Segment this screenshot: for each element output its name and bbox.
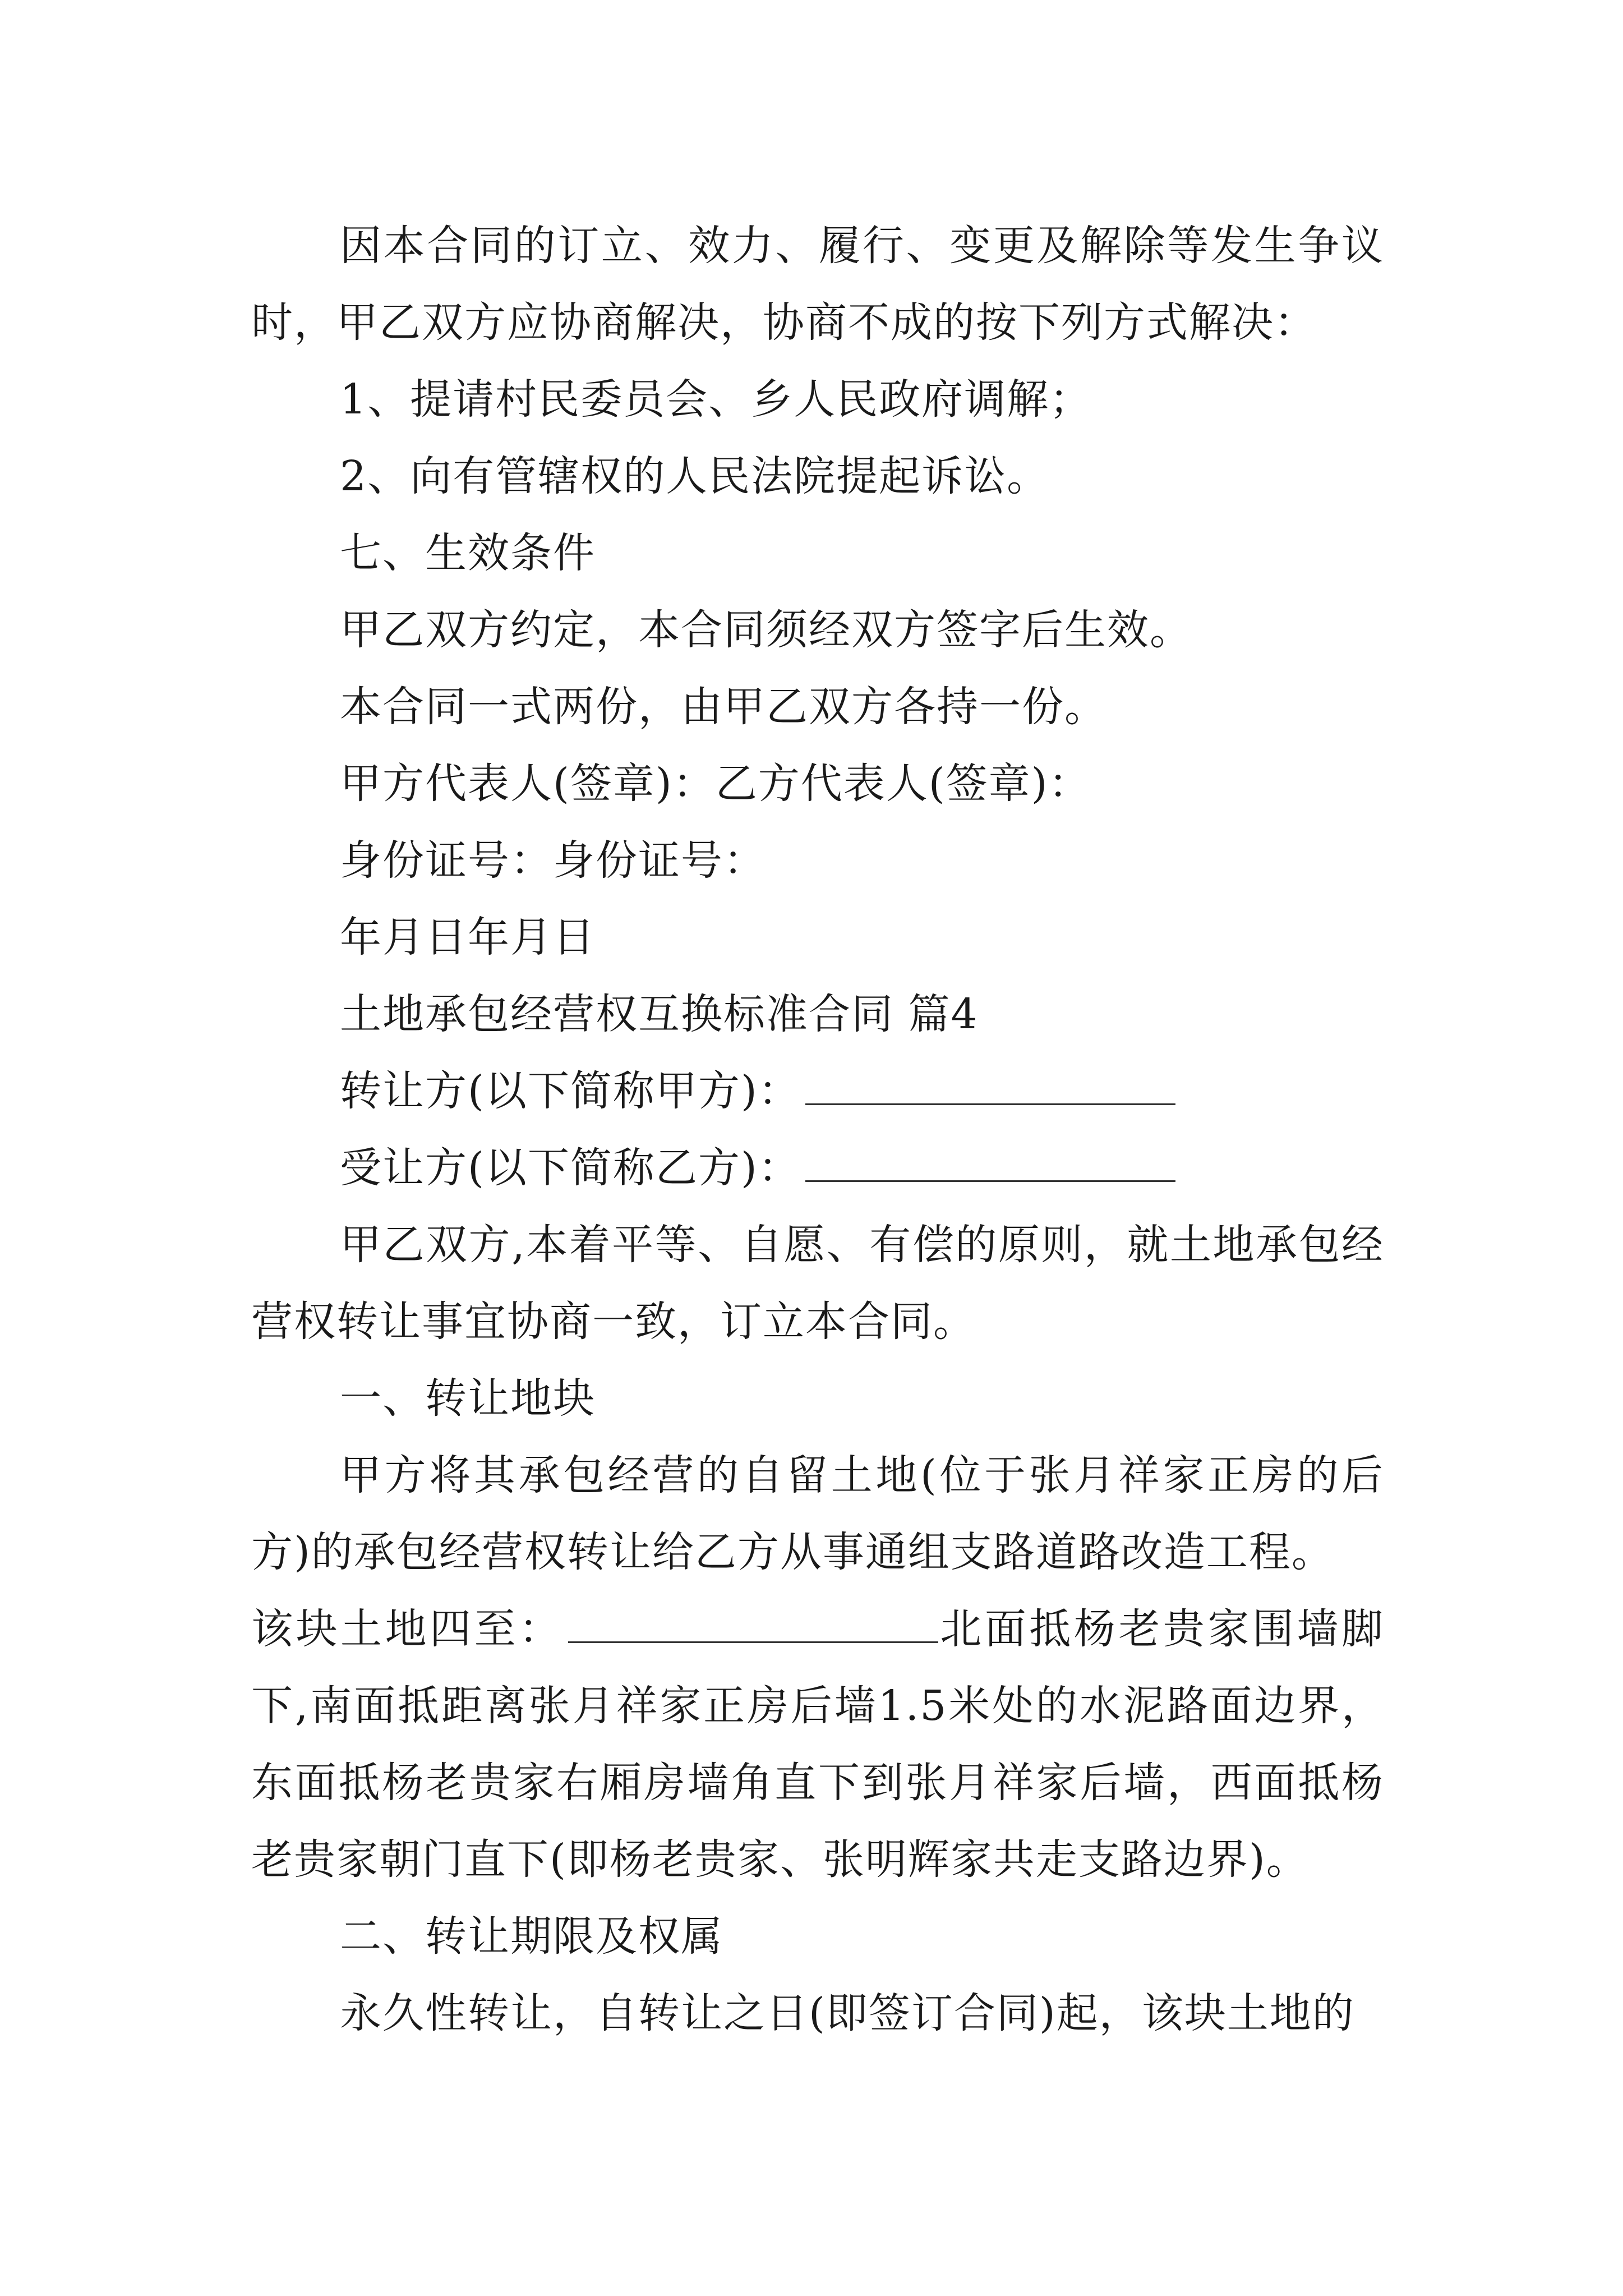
paragraph-transfer-term: 永久性转让，自转让之日(即签订合同)起，该块土地的	[340, 1989, 1355, 2037]
paragraph-preamble: 甲乙双方,本着平等、自愿、有偿的原则，就土地承包经营权转让事宜协商一致，订立本合同。	[251, 1221, 1384, 1346]
document-body	[251, 208, 1384, 2052]
section-heading-effective-conditions: 七、生效条件	[340, 529, 596, 577]
signature-line-dates: 年月日年月日	[340, 913, 596, 961]
transferee-label: 受让方(以下简称乙方)：	[340, 1144, 801, 1192]
boundaries-text: 北面抵杨老贵家围墙脚下,南面抵距离张月祥家正房后墙1.5米处的水泥路面边界，东面抵杨老贵家右厢房墙角直下到张月祥家后墙，西面抵杨老贵家朝门直下(即杨老贵家、张明辉家共走支路边界)。	[251, 1605, 1385, 1884]
transferor-label: 转让方(以下简称甲方)：	[340, 1067, 801, 1115]
paragraph-dispute-resolution: 因本合同的订立、效力、履行、变更及解除等发生争议时，甲乙双方应协商解决，协商不成的按下列方式解决：	[251, 222, 1384, 347]
transferee-blank	[805, 1147, 1175, 1182]
paragraph-copies: 本合同一式两份，由甲乙双方各持一份。	[340, 683, 1107, 731]
signature-line-id-numbers: 身份证号：身份证号：	[340, 836, 766, 885]
paragraph-litigation: 2、向有管辖权的人民法院提起诉讼。	[340, 452, 1050, 500]
paragraph-effective-agreement: 甲乙双方约定，本合同须经双方签字后生效。	[340, 606, 1192, 654]
paragraph-mediation: 1、提请村民委员会、乡人民政府调解；	[340, 375, 1092, 424]
paragraph-plot-description: 甲方将其承包经营的自留土地(位于张月祥家正房的后方)的承包经营权转让给乙方从事通组支路道路改造工程。	[251, 1451, 1384, 1576]
transferor-blank	[805, 1070, 1175, 1105]
signature-line-representatives: 甲方代表人(签章)：乙方代表人(签章)：	[340, 760, 1091, 808]
boundaries-label: 该块土地四至：	[251, 1605, 564, 1653]
transferee-line	[251, 1130, 1384, 1207]
section-heading-transfer-plot: 一、转让地块	[340, 1374, 596, 1423]
paragraph-plot-boundaries	[251, 1591, 1384, 1898]
section-heading-transfer-term: 二、转让期限及权属	[340, 1912, 723, 1961]
boundaries-blank	[568, 1608, 938, 1643]
contract-title: 土地承包经营权互换标准合同 篇4	[340, 990, 979, 1038]
transferor-line	[251, 1053, 1384, 1130]
